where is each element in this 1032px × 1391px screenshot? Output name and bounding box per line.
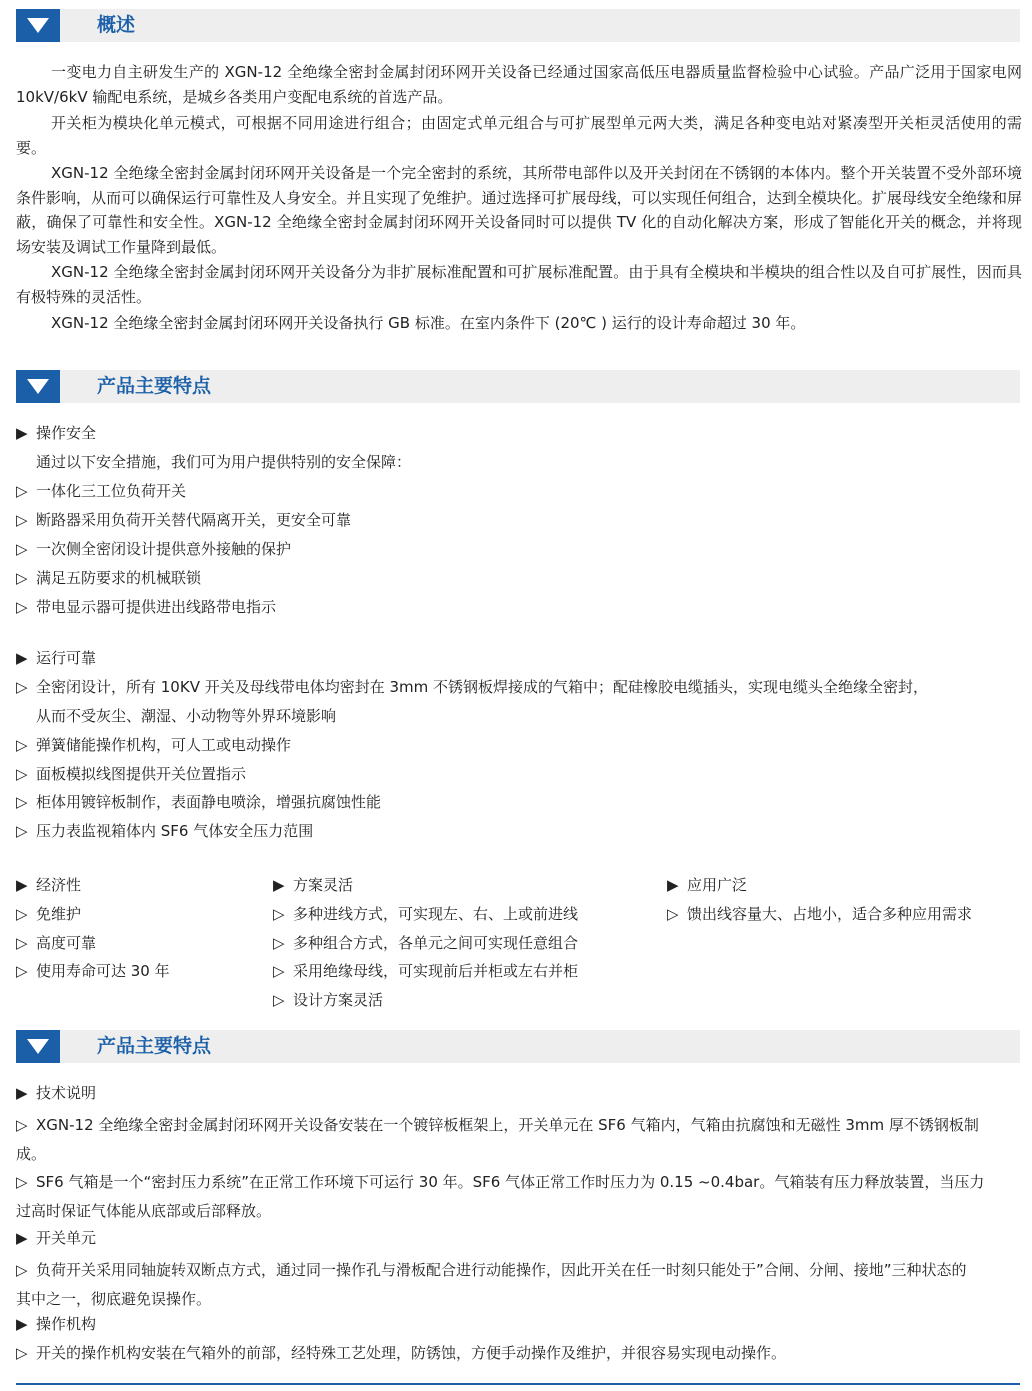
solid-triangle-icon: ▶ — [16, 649, 28, 667]
hollow-triangle-icon: ▷ — [16, 598, 28, 616]
hollow-triangle-icon: ▷ — [16, 765, 28, 783]
feature-heading-tech: ▶ 技术说明 — [16, 1084, 97, 1102]
solid-triangle-icon: ▶ — [16, 424, 28, 442]
section-header-features — [16, 370, 1020, 403]
overview-paragraph-4: XGN-12 全绝缘全密封金属封闭环网开关设备分为非扩展标准配置和可扩展标准配置。由于具有全模块和半模块的组合性以及自可扩展性，因而具有极特殊的灵活性。 — [16, 263, 1022, 306]
hollow-triangle-icon: ▷ — [273, 905, 285, 923]
hollow-triangle-icon: ▷ — [273, 962, 285, 980]
list-item: ▷ 使用寿命可达 30 年 — [16, 962, 170, 980]
hollow-triangle-icon: ▷ — [16, 1344, 28, 1362]
list-item: ▷ 设计方案灵活 — [273, 991, 384, 1009]
list-item: ▷ 满足五防要求的机械联锁 — [16, 569, 202, 587]
hollow-triangle-icon: ▷ — [16, 905, 28, 923]
list-item: ▷ SF6 气箱是一个“密封压力系统”在正常工作环境下可运行 30 年。SF6 气体正常工作时压力为 0.15 ~0.4bar。气箱装有压力释放装置，当压力过高时保证气体能从底部或后部释放。 — [16, 1168, 986, 1226]
overview-paragraph-2: 开关柜为模块化单元模式，可根据不同用途进行组合；由固定式单元组合与可扩展型单元两大类，满足各种变电站对紧凑型开关柜灵活使用的需要。 — [16, 114, 1022, 157]
hollow-triangle-icon: ▷ — [16, 511, 28, 529]
bottom-divider — [16, 1383, 1020, 1385]
list-item: ▷ 馈出线容量大、占地小，适合多种应用需求 — [667, 905, 973, 923]
solid-triangle-icon: ▶ — [273, 876, 285, 894]
hollow-triangle-icon: ▷ — [273, 991, 285, 1009]
list-item: ▷ 免维护 — [16, 905, 82, 923]
hollow-triangle-icon: ▷ — [16, 793, 28, 811]
solid-triangle-icon: ▶ — [16, 1315, 28, 1333]
feature-heading-flexible: ▶ 方案灵活 — [273, 876, 354, 894]
list-item: ▷ 开关的操作机构安装在气箱外的前部，经特殊工艺处理，防锈蚀，方便手动操作及维护，并很容易实现电动操作。 — [16, 1344, 787, 1362]
list-item-continuation: 从而不受灰尘、潮湿、小动物等外界环境影响 — [36, 707, 337, 725]
list-item: ▷ 负荷开关采用同轴旋转双断点方式，通过同一操作孔与滑板配合进行动能操作，因此开关在任一时刻只能处于”合闸、分闸、接地”三种状态的其中之一，彻底避免误操作。 — [16, 1256, 981, 1314]
list-item: ▷ 一次侧全密闭设计提供意外接触的保护 — [16, 540, 292, 558]
hollow-triangle-icon: ▷ — [16, 1261, 28, 1279]
list-item: ▷ 压力表监视箱体内 SF6 气体安全压力范围 — [16, 822, 314, 840]
header-tab — [16, 1030, 60, 1063]
list-item: ▷ 带电显示器可提供进出线路带电指示 — [16, 598, 277, 616]
list-item: ▷ 多种组合方式，各单元之间可实现任意组合 — [273, 934, 579, 952]
feature-heading-economy: ▶ 经济性 — [16, 876, 82, 894]
hollow-triangle-icon: ▷ — [273, 934, 285, 952]
solid-triangle-icon: ▶ — [16, 1229, 28, 1247]
overview-paragraph-3: XGN-12 全绝缘全密封金属封闭环网开关设备是一个完全密封的系统，其所带电部件以及开关封闭在不锈钢的本体内。整个开关装置不受外部环境条件影响，从而可以确保运行可靠性及人身安全。并且实现了免维护。通过选择可扩展母线，可以实现任何组合，达到全模块化。扩展母线安全绝缘和屏蔽，确保了可靠性和安全性。XGN-12 全绝缘全密封金属封闭环网开关设备同时可以提供 TV 化的自动化解决方案，形成了智能化开关的概念，并将现场安装及调试工作量降到最低。 — [16, 164, 1022, 256]
header-tab — [16, 9, 60, 42]
feature-heading-wide: ▶ 应用广泛 — [667, 876, 748, 894]
list-item: ▷ 全密闭设计，所有 10KV 开关及母线带电体均密封在 3mm 不锈钢板焊接成的气箱中；配硅橡胶电缆插头，实现电缆头全绝缘全密封， — [16, 678, 929, 696]
triangle-down-icon — [27, 379, 49, 394]
list-item: ▷ XGN-12 全绝缘全密封金属封闭环网开关设备安装在一个镀锌板框架上，开关单元在 SF6 气箱内，气箱由抗腐蚀和无磁性 3mm 厚不锈钢板制成。 — [16, 1111, 986, 1169]
list-item: ▷ 采用绝缘母线，可实现前后并柜或左右并柜 — [273, 962, 579, 980]
solid-triangle-icon: ▶ — [16, 1084, 28, 1102]
hollow-triangle-icon: ▷ — [16, 736, 28, 754]
triangle-down-icon — [27, 18, 49, 33]
overview-paragraph-1: 一变电力自主研发生产的 XGN-12 全绝缘全密封金属封闭环网开关设备已经通过国家高低压电器质量监督检验中心试验。产品广泛用于国家电网 10kV/6kV 输配电系统，是城乡各类用户变配电系统的首选产品。 — [16, 63, 1022, 106]
list-item: ▷ 弹簧储能操作机构，可人工或电动操作 — [16, 736, 292, 754]
hollow-triangle-icon: ▷ — [16, 482, 28, 500]
triangle-down-icon — [27, 1039, 49, 1054]
feature-heading-safety: ▶ 操作安全 — [16, 424, 97, 442]
feature-heading-reliable: ▶ 运行可靠 — [16, 649, 97, 667]
section-header-features-2 — [16, 1030, 1020, 1063]
list-item: ▷ 柜体用镀锌板制作，表面静电喷涂，增强抗腐蚀性能 — [16, 793, 382, 811]
list-item: ▷ 高度可靠 — [16, 934, 97, 952]
list-item: ▷ 断路器采用负荷开关替代隔离开关，更安全可靠 — [16, 511, 352, 529]
list-item: ▷ 一体化三工位负荷开关 — [16, 482, 187, 500]
hollow-triangle-icon: ▷ — [16, 1116, 28, 1134]
list-item: ▷ 多种进线方式，可实现左、右、上或前进线 — [273, 905, 579, 923]
hollow-triangle-icon: ▷ — [16, 822, 28, 840]
hollow-triangle-icon: ▷ — [667, 905, 679, 923]
solid-triangle-icon: ▶ — [667, 876, 679, 894]
section-title: 概述 — [97, 14, 136, 36]
section-title: 产品主要特点 — [97, 375, 212, 397]
hollow-triangle-icon: ▷ — [16, 569, 28, 587]
hollow-triangle-icon: ▷ — [16, 1173, 28, 1191]
section-title: 产品主要特点 — [97, 1035, 212, 1057]
hollow-triangle-icon: ▷ — [16, 934, 28, 952]
solid-triangle-icon: ▶ — [16, 876, 28, 894]
header-tab — [16, 370, 60, 403]
hollow-triangle-icon: ▷ — [16, 962, 28, 980]
hollow-triangle-icon: ▷ — [16, 540, 28, 558]
overview-paragraph-5: XGN-12 全绝缘全密封金属封闭环网开关设备执行 GB 标准。在室内条件下 (20℃ ) 运行的设计寿命超过 30 年。 — [51, 314, 806, 332]
list-item: ▷ 面板模拟线图提供开关位置指示 — [16, 765, 247, 783]
hollow-triangle-icon: ▷ — [16, 678, 28, 696]
section-header-overview — [16, 9, 1020, 42]
feature-heading-switch: ▶ 开关单元 — [16, 1229, 97, 1247]
safety-intro: 通过以下安全措施，我们可为用户提供特别的安全保障： — [36, 453, 412, 471]
feature-heading-mechanism: ▶ 操作机构 — [16, 1315, 97, 1333]
